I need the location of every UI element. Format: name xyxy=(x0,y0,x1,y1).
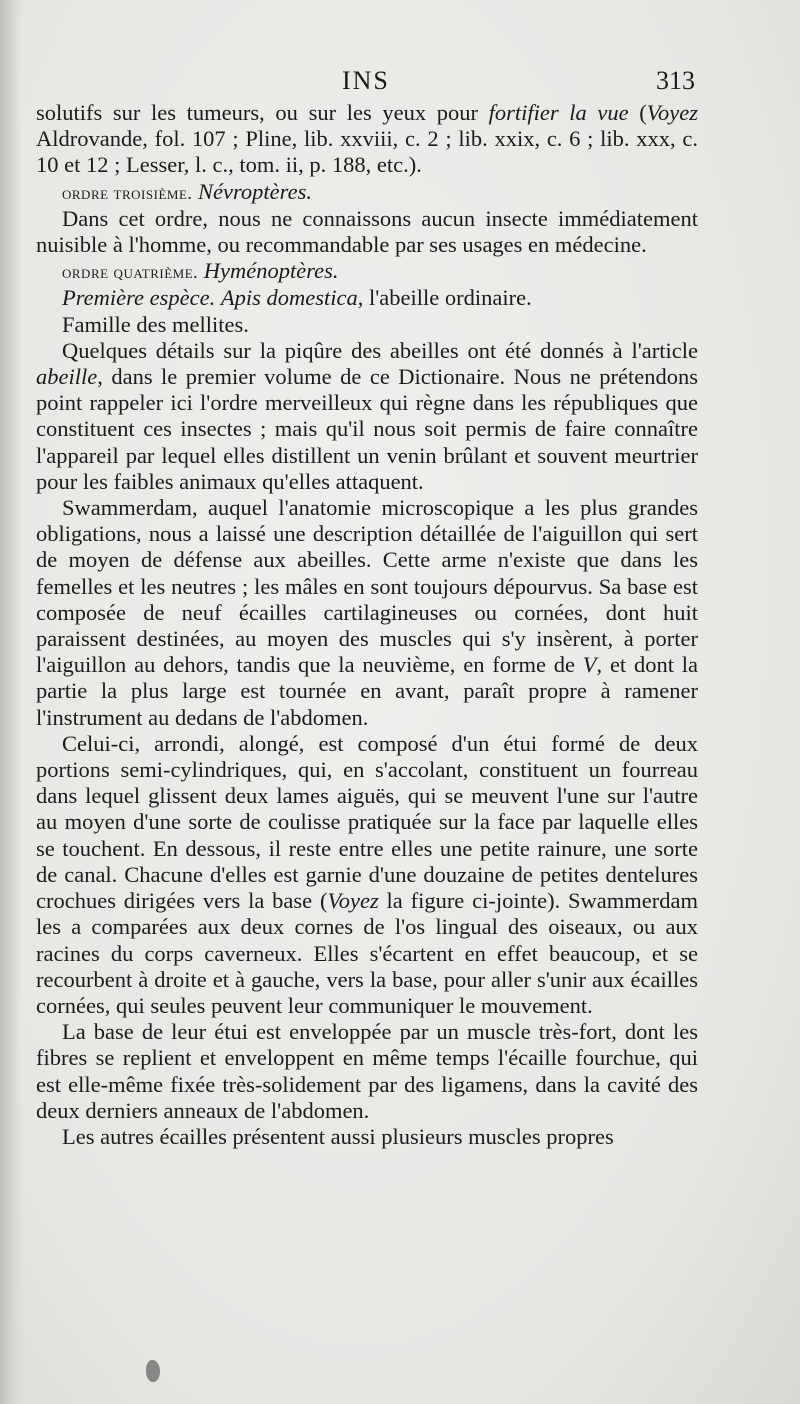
order-name: Hyménoptères. xyxy=(203,258,339,284)
paragraph xyxy=(36,1019,698,1124)
species-label: Première espèce. xyxy=(62,285,216,311)
paragraph-last xyxy=(36,1124,698,1150)
order-label: ordre troisième. xyxy=(62,182,193,203)
text-run: Famille des mellites. xyxy=(62,311,249,337)
text-run: La base de leur étui est enveloppée par un muscle très-fort, dont les fibres se replient et enveloppent en même temps l'écaille fourchue, qui est elle-même fixée très-solidement par des ligamens, dans la cavité des deux derniers anneaux de l'abdomen. xyxy=(36,1019,698,1123)
species-line xyxy=(36,285,698,311)
text-run: solutifs sur les tumeurs, ou sur les yeux pour xyxy=(36,100,489,125)
page-header xyxy=(0,66,800,100)
italic-run: abeille xyxy=(36,364,98,390)
family-line xyxy=(36,312,698,338)
italic-run: fortifier la vue xyxy=(488,100,629,125)
text-run: Aldrovande, fol. 107 ; Pline, lib. xxviii, c. 2 ; lib. xxix, c. 6 ; lib. xxx, c. 10 et 12 ; Lesser, l. c., tom. ii, p. 188, etc.). xyxy=(36,126,698,178)
text-run: , l'abeille ordinaire. xyxy=(357,285,532,311)
page-gutter-shadow xyxy=(0,0,22,1404)
text-run: Celui-ci, arrondi, alongé, est composé d'un étui formé de deux portions semi-cylindriques, qui, en s'accolant, constituent un fourreau dans lequel glissent deux lames aiguës, qui se meuvent l'une sur l'autre au moyen d'une sorte de coulisse pratiquée sur la face par laquelle elles se touchent. En dessous, il reste entre elles une petite rainure, une sorte de canal. Chacune d'elles est garnie d'une douzaine de petites dentelures crochues dirigées vers la base ( xyxy=(36,730,698,914)
body-text xyxy=(36,100,698,1150)
order-heading-3 xyxy=(36,179,698,206)
order-name: Névroptères. xyxy=(198,178,312,204)
paragraph-continuation xyxy=(36,100,698,179)
species-name: Apis domestica xyxy=(220,285,358,311)
paragraph xyxy=(36,495,698,731)
text-run: Quelques détails sur la piqûre des abeilles ont été donnés à l'article xyxy=(62,337,698,363)
paragraph xyxy=(36,731,698,1019)
text-run: , et dont la partie la plus large est tournée en avant, paraît propre à ramener l'instrument au dedans de l'abdomen. xyxy=(36,652,698,730)
ink-smudge xyxy=(146,1360,160,1382)
order-heading-4 xyxy=(36,258,698,285)
page-number: 313 xyxy=(656,66,695,95)
text-run: la figure ci-jointe). Swammerdam les a comparées aux deux cornes de l'os lingual des oiseaux, ou aux racines du corps caverneux. Elles s'écartent en effet beaucoup, et se recourbent à droite et à gauche, vers la base, pour aller s'unir aux écailles cornées, qui seules peuvent leur communiquer le mouvement. xyxy=(36,888,698,1018)
running-title: INS xyxy=(342,66,390,95)
paragraph xyxy=(36,338,698,495)
italic-run: Voyez xyxy=(646,100,698,125)
text-run: Swammerdam, auquel l'anatomie microscopique a les plus grandes obligations, nous a laissé une description détaillée de l'aiguillon qui sert de moyen de défense aux abeilles. Cette arme n'existe que dans les femelles et les neutres ; les mâles en sont toujours dépourvus. Sa base est composée de neuf écailles cartilagineuses ou cornées, dont huit paraissent destinées, au moyen des muscles qui s'y insèrent, à porter l'aiguillon au dehors, tandis que la neuvième, en forme de xyxy=(36,495,698,678)
paragraph xyxy=(36,206,698,258)
text-run: Les autres écailles présentent aussi plusieurs muscles propres xyxy=(62,1123,614,1149)
text-run: Dans cet ordre, nous ne connaissons aucun insecte immédiatement nuisible à l'homme, ou recommandable par ses usages en médecine. xyxy=(36,205,698,258)
italic-run: Voyez xyxy=(327,888,379,914)
order-label: ordre quatrième. xyxy=(62,262,199,283)
italic-run: V xyxy=(582,652,597,678)
text-run: , dans le premier volume de ce Dictionaire. Nous ne prétendons point rappeler ici l'ordre merveilleux qui règne dans les républiques que constituent ces insectes ; mais qu'il nous soit permis de faire connaître l'appareil par lequel elles distillent un venin brûlant et souvent meurtrier pour les faibles animaux qu'elles attaquent. xyxy=(36,364,698,494)
text-run: ( xyxy=(628,100,647,125)
